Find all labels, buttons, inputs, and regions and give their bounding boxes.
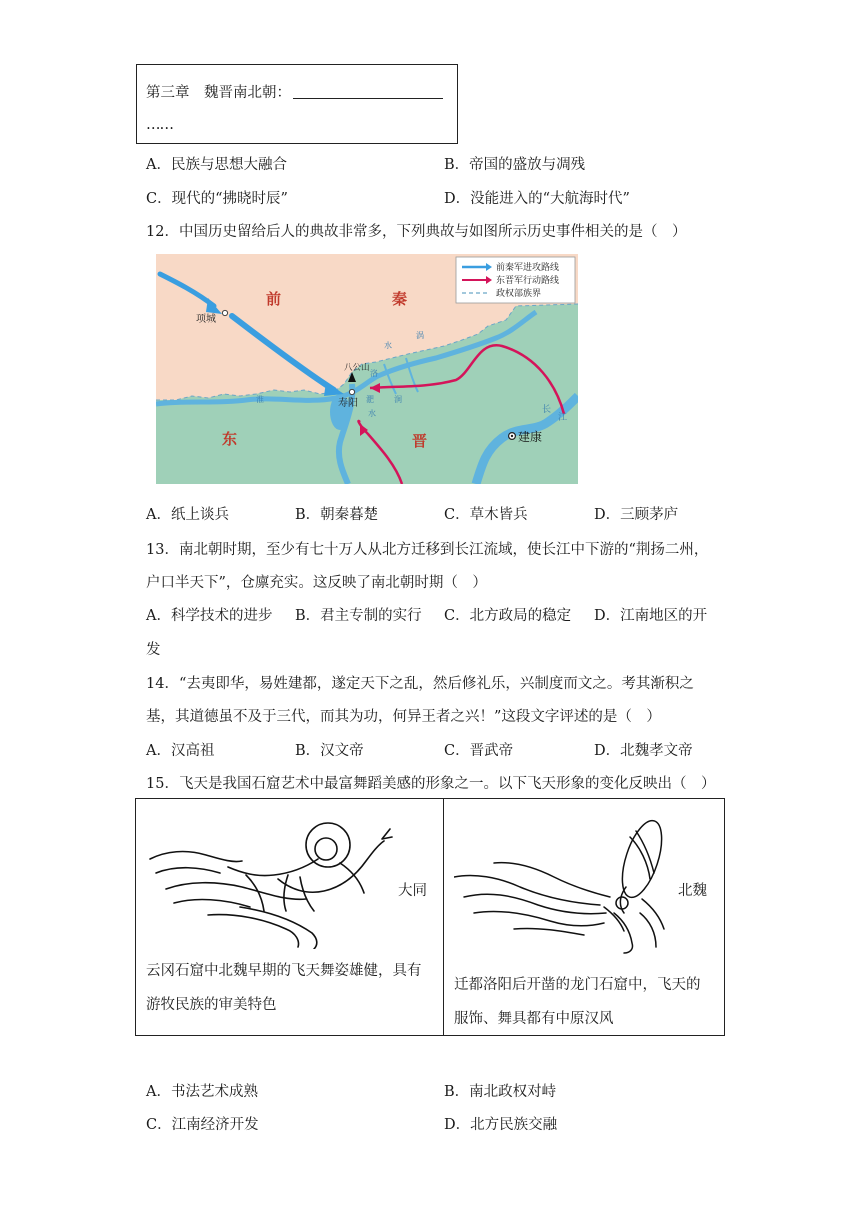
q15-option-d[interactable]: D．北方民族交融	[444, 1117, 558, 1133]
chapter-title-line	[146, 81, 443, 102]
q14-stem-line2: 基，其道德虽不及于三代，而其为功，何异王者之兴！”这段文字评述的是（ ）	[146, 709, 661, 725]
river-char-chang: 长	[542, 405, 552, 415]
q15-option-a[interactable]: A．书法艺术成熟	[146, 1084, 258, 1100]
feitian-comparison-table	[135, 798, 725, 1036]
q13-stem-line1: 13．南北朝时期，至少有七十万人从北方迁移到长江流域，使长江中下游的“荆扬二州，	[146, 542, 709, 558]
river-char-fei: 淝	[366, 395, 374, 404]
river-char-2: 涡	[416, 331, 424, 340]
right-cell-label: 北魏	[678, 883, 707, 899]
q14-option-b[interactable]: B．汉文帝	[295, 743, 364, 759]
chapter-title-text: 第三章 魏晋南北朝：	[146, 85, 291, 101]
river-char-jiang: 江	[558, 413, 568, 423]
legend-border-label: 政权部族界	[496, 289, 542, 299]
q11-option-c[interactable]: C．现代的“拂晓时辰”	[146, 191, 288, 207]
q14-option-c[interactable]: C．晋武帝	[444, 743, 514, 759]
q14-stem-line1: 14．“去夷即华，易姓建都，遂定天下之乱，然后修礼乐，兴制度而文之。考其渐积之	[146, 676, 694, 692]
left-caption-line1: 云冈石窟中北魏早期的飞天舞姿雄健，具有	[146, 963, 422, 979]
left-cell-label: 大同	[398, 883, 427, 899]
city-label-shouyang: 寿阳	[338, 398, 358, 409]
yungang-feitian-illustration	[146, 815, 406, 949]
region-label-jin: 晋	[412, 432, 428, 450]
q15-stem: 15．飞天是我国石窟艺术中最富舞蹈美感的形象之一。以下飞天形象的变化反映出（ ）	[146, 776, 716, 792]
right-caption-line1: 迁都洛阳后开凿的龙门石窟中，飞天的	[454, 977, 701, 993]
legend-qin-label: 前秦军进攻路线	[496, 263, 560, 273]
table-divider	[443, 799, 444, 1035]
q13-option-c[interactable]: C．北方政局的稳定	[444, 608, 572, 624]
q13-option-d-continued: 发	[146, 642, 161, 658]
fill-blank-line	[293, 84, 443, 99]
q11-option-d[interactable]: D．没能进入的“大航海时代”	[444, 191, 630, 207]
legend-jin-label: 东晋军行动路线	[496, 276, 560, 286]
q12-option-b[interactable]: B．朝秦暮楚	[295, 507, 379, 523]
chapter-title-box	[136, 64, 458, 144]
longmen-feitian-illustration	[454, 817, 674, 957]
q13-stem-line2: 户口半天下”，仓廪充实。这反映了南北朝时期（ ）	[146, 575, 487, 591]
q14-option-d[interactable]: D．北魏孝文帝	[594, 743, 693, 759]
q15-option-b[interactable]: B．南北政权对峙	[444, 1084, 557, 1100]
feishui-battle-map	[156, 254, 578, 484]
q12-stem: 12．中国历史留给后人的典故非常多，下列典故与如图所示历史事件相关的是（ ）	[146, 224, 687, 240]
city-label-xiangcheng: 项城	[196, 314, 216, 325]
city-marker-jiankang-dot	[511, 435, 513, 437]
region-label-qin: 秦	[392, 290, 408, 308]
river-char-jian: 涧	[394, 395, 402, 404]
river-char-fei-shui: 水	[368, 409, 376, 418]
q12-option-a[interactable]: A．纸上谈兵	[146, 507, 229, 523]
q14-option-a[interactable]: A．汉高祖	[146, 743, 215, 759]
q11-option-a[interactable]: A．民族与思想大融合	[146, 157, 287, 173]
q13-option-a[interactable]: A．科学技术的进步	[146, 608, 273, 624]
river-char-1: 水	[384, 341, 392, 350]
region-label-dong: 东	[222, 430, 238, 448]
right-caption-line2: 服饰、舞具都有中原汉风	[454, 1011, 614, 1027]
q12-option-d[interactable]: D．三顾茅庐	[594, 507, 679, 523]
q15-option-c[interactable]: C．江南经济开发	[146, 1117, 259, 1133]
left-caption-line2: 游牧民族的审美特色	[146, 997, 277, 1013]
q13-option-b[interactable]: B．君主专制的实行	[295, 608, 422, 624]
river-char-huai: 淮	[256, 395, 264, 404]
mountain-label: 八公山	[344, 363, 370, 373]
q12-option-c[interactable]: C．草木皆兵	[444, 507, 528, 523]
q13-option-d[interactable]: D．江南地区的开	[594, 608, 708, 624]
city-label-jiankang: 建康	[518, 430, 543, 444]
city-marker-xiangcheng	[222, 310, 227, 315]
city-marker-shouyang	[349, 389, 354, 394]
river-char-luo: 洛	[370, 369, 378, 378]
region-label-qian: 前	[266, 290, 282, 308]
q11-option-b[interactable]: B．帝国的盛放与凋残	[444, 157, 586, 173]
ellipsis-text: ……	[146, 117, 173, 133]
